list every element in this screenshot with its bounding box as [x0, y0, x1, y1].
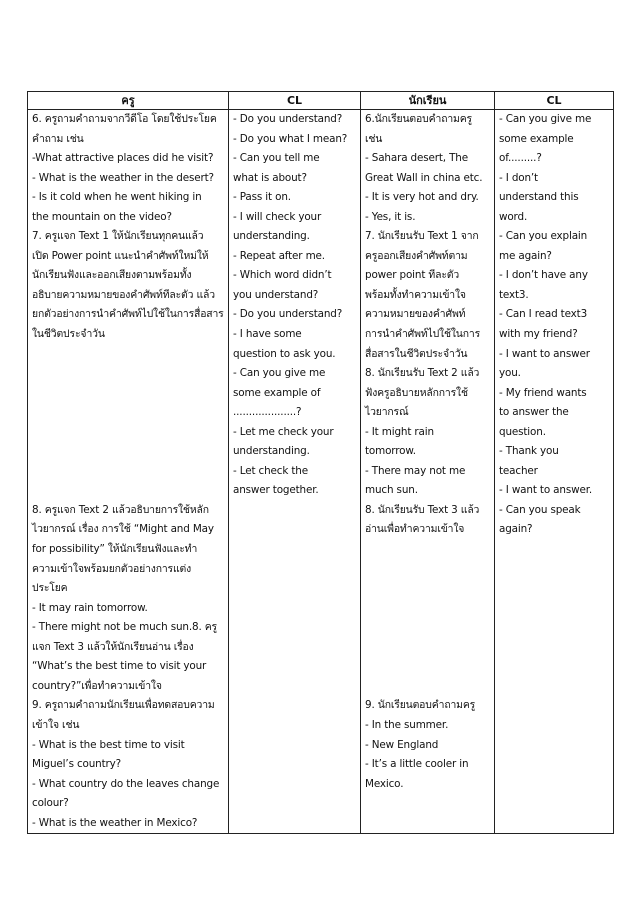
blank-line [32, 462, 224, 482]
text-line: the mountain on the video? [32, 210, 172, 223]
student-activities-cell [361, 110, 495, 834]
text-line: - Let me check your [233, 425, 334, 438]
text-line: - Let check the [233, 464, 308, 477]
text-line: Mexico. [365, 777, 404, 790]
text-line: question to ask you. [233, 347, 336, 360]
text-line: with my friend? [499, 328, 578, 341]
text-line: - In the summer. [365, 718, 449, 731]
text-line: - There may not me [365, 464, 466, 477]
blank-line [32, 384, 224, 404]
text-line: ครูออกเสียงคำศัพท์ตาม [365, 249, 468, 262]
header-student: นักเรียน [361, 92, 495, 110]
text-line: - Can you explain [499, 230, 588, 243]
text-line: - My friend wants [499, 386, 587, 399]
text-line: อธิบายความหมายของคำศัพท์ทีละตัว แล้ว [32, 288, 215, 301]
text-line: - There might not be much sun.8. ครู [32, 621, 217, 634]
text-line: 8. นักเรียนรับ Text 2 แล้ว [365, 367, 480, 380]
text-line: การนำคำศัพท์ไปใช้ในการ [365, 328, 481, 341]
text-line: ไวยากรณ์ เรื่อง การใช้ “Might and May [32, 523, 214, 536]
text-line: - Do you understand? [233, 308, 343, 321]
text-line: - I want to answer [499, 347, 590, 360]
text-line: สื่อสารในชีวิตประจำวัน [365, 347, 468, 360]
blank-line [365, 657, 490, 677]
text-line: - It is very hot and dry. [365, 191, 479, 204]
text-line: - What country do the leaves change [32, 777, 220, 790]
teacher-activities-cell [28, 110, 229, 834]
text-line: - Repeat after me. [233, 249, 325, 262]
text-line: - Thank you [499, 445, 559, 458]
header-cl-teacher: CL [229, 92, 361, 110]
text-line: พร้อมทั้งทำความเข้าใจ [365, 288, 466, 301]
text-line: some example of [233, 386, 321, 399]
text-line: - Can you give me [233, 367, 326, 380]
text-line: เช่น [365, 132, 383, 145]
text-line: เข้าใจ เช่น [32, 718, 80, 731]
text-line: 6.นักเรียนตอบคำถามครู [365, 113, 472, 125]
text-line: 9. นักเรียนตอบคำถามครู [365, 699, 476, 712]
blank-line [365, 540, 490, 560]
blank-line [32, 442, 224, 462]
text-line: colour? [32, 797, 69, 810]
text-line: you. [499, 367, 521, 380]
text-line: question. [499, 425, 546, 438]
text-line: - It’s a little cooler in [365, 758, 469, 771]
text-line: what is about? [233, 171, 307, 184]
blank-line [365, 677, 490, 697]
text-line: understanding. [233, 230, 310, 243]
text-line: - Do you what I mean? [233, 132, 348, 145]
blank-line [365, 618, 490, 638]
text-line: tomorrow. [365, 445, 416, 458]
text-line: ความเข้าใจพร้อมยกตัวอย่างการแต่ง [32, 562, 192, 575]
text-line: - I don’t have any [499, 269, 588, 282]
text-line: - Can you give me [499, 113, 592, 125]
blank-line [32, 364, 224, 384]
text-line: - Can you speak [499, 503, 581, 516]
text-line: - Can you tell me [233, 152, 320, 165]
text-line: teacher [499, 464, 538, 477]
text-line: - Pass it on. [233, 191, 291, 204]
text-line: อ่านเพื่อทำความเข้าใจ [365, 523, 465, 536]
text-line: ความหมายของคำศัพท์ [365, 308, 466, 321]
text-line: ไวยากรณ์ [365, 406, 409, 419]
text-line: - What is the best time to visit [32, 738, 185, 751]
text-line: นักเรียนฟังและออกเสียงตามพร้อมทั้ง [32, 269, 192, 282]
blank-line [32, 345, 224, 365]
text-line: Great Wall in china etc. [365, 171, 483, 184]
text-line: - Yes, it is. [365, 210, 416, 223]
text-line: ในชีวิตประจำวัน [32, 328, 105, 341]
text-line: country?”เพื่อทำความเข้าใจ [32, 679, 162, 692]
text-line: - I will check your [233, 210, 322, 223]
blank-line [365, 579, 490, 599]
text-line: word. [499, 210, 528, 223]
text-line: - Do you understand? [233, 113, 343, 125]
blank-line [32, 423, 224, 443]
text-line: you understand? [233, 288, 319, 301]
text-line: ฟังครูอธิบายหลักการใช้ [365, 386, 468, 399]
text-line: “What’s the best time to visit your [32, 660, 207, 673]
text-line: me again? [499, 249, 552, 262]
text-line: ยกตัวอย่างการนำคำศัพท์ไปใช้ในการสื่อสาร [32, 308, 224, 321]
text-line: answer together. [233, 484, 319, 497]
table-header-row [28, 92, 614, 110]
header-cl-student: CL [495, 92, 614, 110]
text-line: ....................? [233, 406, 302, 419]
teacher-classroom-language-cell [229, 110, 361, 834]
text-line: again? [499, 523, 533, 536]
text-line: 8. นักเรียนรับ Text 3 แล้ว [365, 503, 480, 516]
text-line: - Can I read text3 [499, 308, 588, 321]
text-line: - What is the weather in Mexico? [32, 816, 198, 829]
blank-line [365, 599, 490, 619]
text-line: understand this [499, 191, 579, 204]
text-line: - I have some [233, 328, 302, 341]
text-line: - I don’t [499, 171, 538, 184]
text-line: for possibility” ให้นักเรียนฟังและทำ [32, 543, 198, 556]
text-line: แจก Text 3 แล้วให้นักเรียนอ่าน เรื่อง [32, 640, 194, 653]
text-line: some example [499, 132, 574, 145]
text-line: - Is it cold when he went hiking in [32, 191, 202, 204]
text-line: text3. [499, 288, 529, 301]
text-line: - New England [365, 738, 439, 751]
text-line: เปิด Power point แนะนำคำศัพท์ใหม่ให้ [32, 249, 209, 262]
header-teacher: ครู [28, 92, 229, 110]
blank-line [32, 481, 224, 501]
text-line: to answer the [499, 406, 569, 419]
text-line: - What is the weather in the desert? [32, 171, 214, 184]
blank-line [365, 638, 490, 658]
text-line: ประโยค [32, 582, 68, 595]
text-line: -What attractive places did he visit? [32, 152, 214, 165]
text-line: 8. ครูแจก Text 2 แล้วอธิบายการใช้หลัก [32, 503, 209, 516]
text-line: much sun. [365, 484, 418, 497]
text-line: power point ทีละตัว [365, 269, 460, 282]
text-line: - Which word didn’t [233, 269, 332, 282]
text-line: of.........? [499, 152, 542, 165]
text-line: understanding. [233, 445, 310, 458]
blank-line [365, 560, 490, 580]
text-line: 7. นักเรียนรับ Text 1 จาก [365, 230, 479, 243]
text-line: Miguel’s country? [32, 758, 122, 771]
lesson-plan-table [27, 91, 614, 834]
text-line: 6. ครูถามคำถามจากวีดีโอ โดยใช้ประโยค [32, 113, 217, 125]
text-line: - It may rain tomorrow. [32, 601, 148, 614]
text-line: 7. ครูแจก Text 1 ให้นักเรียนทุกคนแล้ว [32, 230, 204, 243]
text-line: - Sahara desert, The [365, 152, 468, 165]
student-classroom-language-cell [495, 110, 614, 834]
text-line: - It might rain [365, 425, 434, 438]
table-body-row [28, 110, 614, 834]
text-line: - I want to answer. [499, 484, 593, 497]
blank-line [32, 403, 224, 423]
text-line: คำถาม เช่น [32, 132, 84, 145]
text-line: 9. ครูถามคำถามนักเรียนเพื่อทดสอบความ [32, 699, 215, 712]
